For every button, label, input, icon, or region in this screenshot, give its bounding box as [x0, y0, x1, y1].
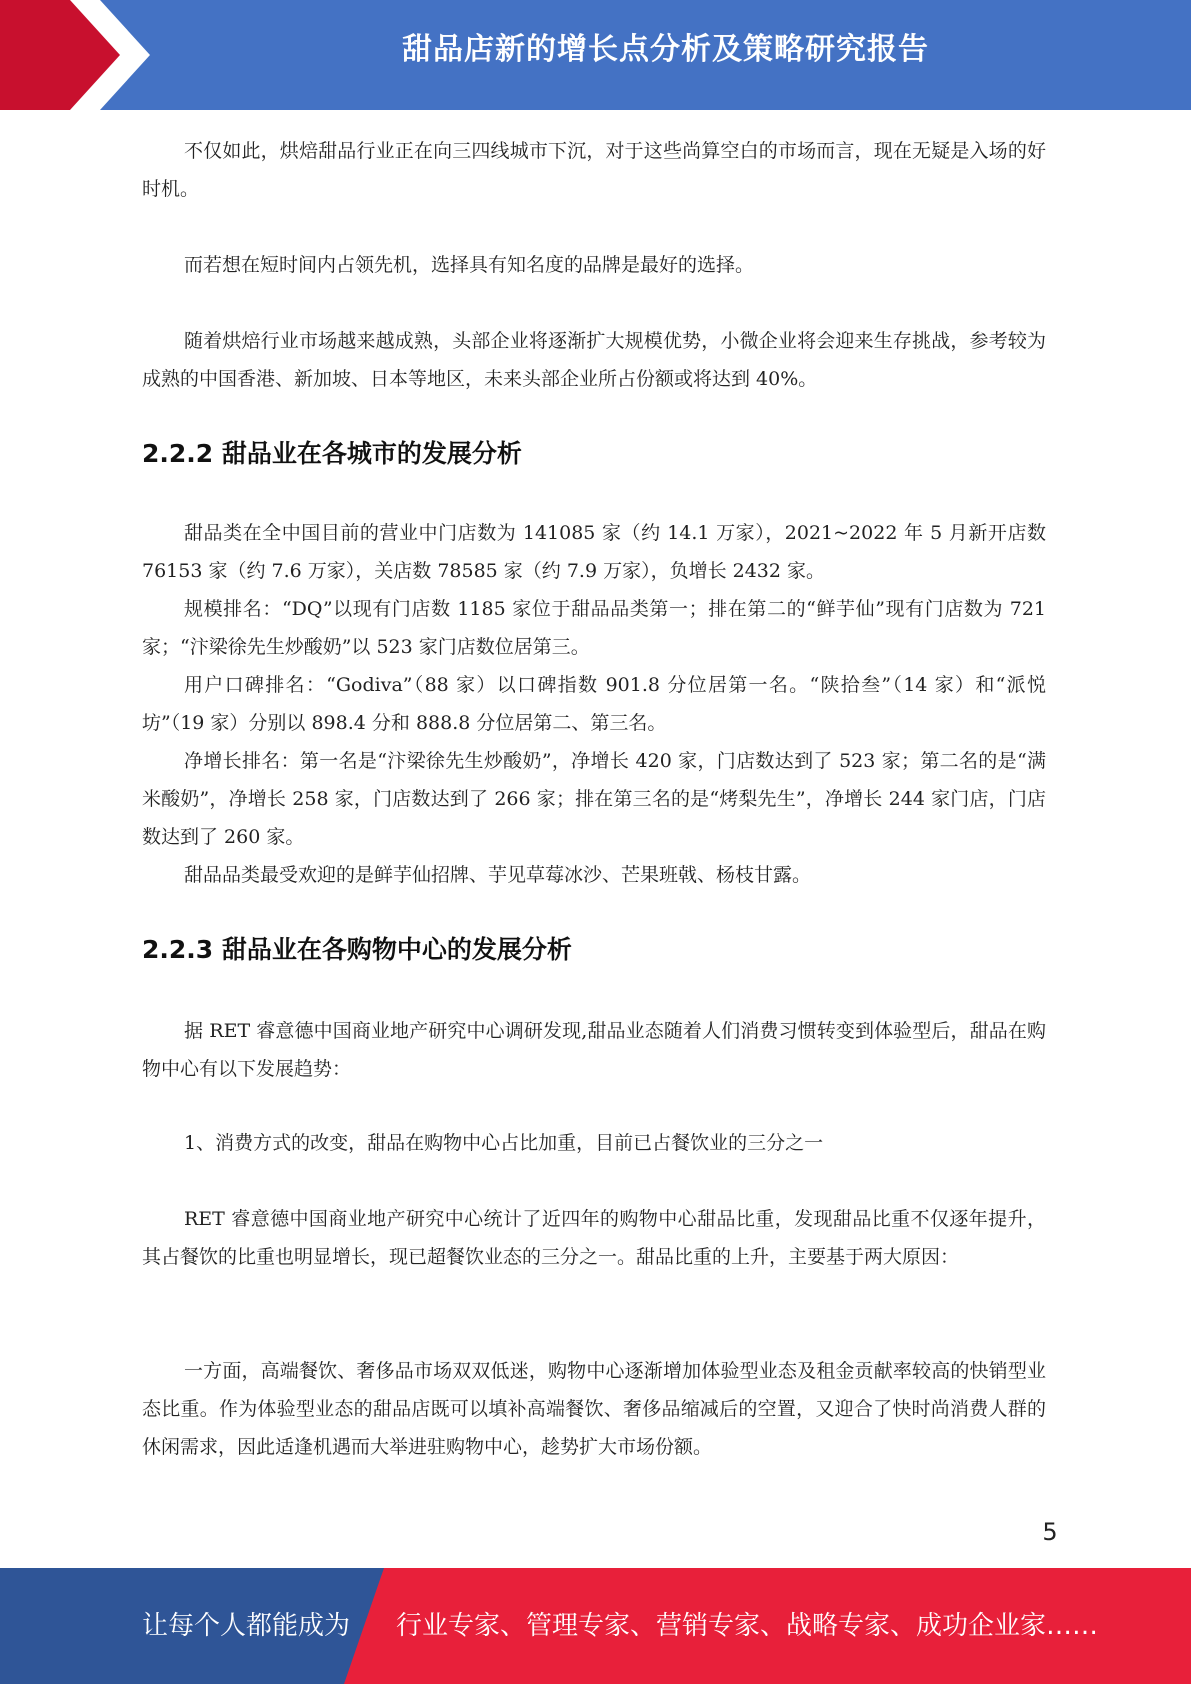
paragraph: 而若想在短时间内占领先机，选择具有知名度的品牌是最好的选择。 [184, 254, 755, 276]
paragraph: 一方面，高端餐饮、奢侈品市场双双低迷，购物中心逐渐增加体验型业态及租金贡献率较高的快销型业态比重。作为体验型业态的甜品店既可以填补高端餐饮、奢侈品缩减后的空置，又迎合了快时尚消费人群的休闲需求，因此适逢机遇而大举进驻购物中心，趁势扩大市场份额。 [142, 1360, 1046, 1458]
paragraph: 1、消费方式的改变，甜品在购物中心占比加重，目前已占餐饮业的三分之一 [184, 1132, 824, 1154]
footer-slogan-left: 让每个人都能成为 [142, 1611, 351, 1641]
paragraph: 随着烘焙行业市场越来越成熟，头部企业将逐渐扩大规模优势，小微企业将会迎来生存挑战，参考较为成熟的中国香港、新加坡、日本等地区，未来头部企业所占份额或将达到 40%。 [142, 330, 1046, 390]
paragraph: RET 睿意德中国商业地产研究中心统计了近四年的购物中心甜品比重，发现甜品比重不仅逐年提升，其占餐饮的比重也明显增长，现已超餐饮业态的三分之一。甜品比重的上升，主要基于两大原因： [142, 1208, 1046, 1268]
paragraph: 甜品品类最受欢迎的是鲜芋仙招牌、芋见草莓冰沙、芒果班戟、杨枝甘露。 [184, 864, 812, 886]
paragraph: 甜品类在全中国目前的营业中门店数为 141085 家（约 14.1 万家），2021~2022 年 5 月新开店数 76153 家（约 7.6 万家），关店数 78585 家（约 7.9 万家），负增长 2432 家。 [142, 522, 1046, 582]
section-heading-2-2-2: 2.2.2 甜品业在各城市的发展分析 [142, 439, 522, 468]
paragraph: 不仅如此，烘焙甜品行业正在向三四线城市下沉，对于这些尚算空白的市场而言，现在无疑是入场的好时机。 [142, 140, 1046, 200]
paragraph: 用户口碑排名：“Godiva”（88 家）以口碑指数 901.8 分位居第一名。“陕拾叁”（14 家）和“派悦坊”（19 家）分别以 898.4 分和 888.8 分位居第二、第三名。 [142, 674, 1046, 734]
paragraph: 规模排名：“DQ”以现有门店数 1185 家位于甜品品类第一；排在第二的“鲜芋仙”现有门店数为 721 家；“汴梁徐先生炒酸奶”以 523 家门店数位居第三。 [142, 598, 1046, 658]
paragraph: 净增长排名：第一名是“汴梁徐先生炒酸奶”，净增长 420 家，门店数达到了 523 家；第二名的是“满米酸奶”，净增长 258 家，门店数达到了 266 家；排在第三名的是“烤梨先生”，净增长 244 家门店，门店数达到了 260 家。 [142, 750, 1046, 848]
page-number: 5 [1042, 1518, 1058, 1546]
page-header [0, 0, 1191, 110]
report-title: 甜品店新的增长点分析及策略研究报告 [402, 32, 929, 67]
section-heading-2-2-3: 2.2.3 甜品业在各购物中心的发展分析 [142, 935, 572, 964]
paragraph: 据 RET 睿意德中国商业地产研究中心调研发现,甜品业态随着人们消费习惯转变到体验型后，甜品在购物中心有以下发展趋势： [142, 1020, 1046, 1080]
footer-slogan-right: 行业专家、管理专家、营销专家、战略专家、成功企业家…… [396, 1611, 1099, 1641]
page-footer [0, 1568, 1191, 1684]
